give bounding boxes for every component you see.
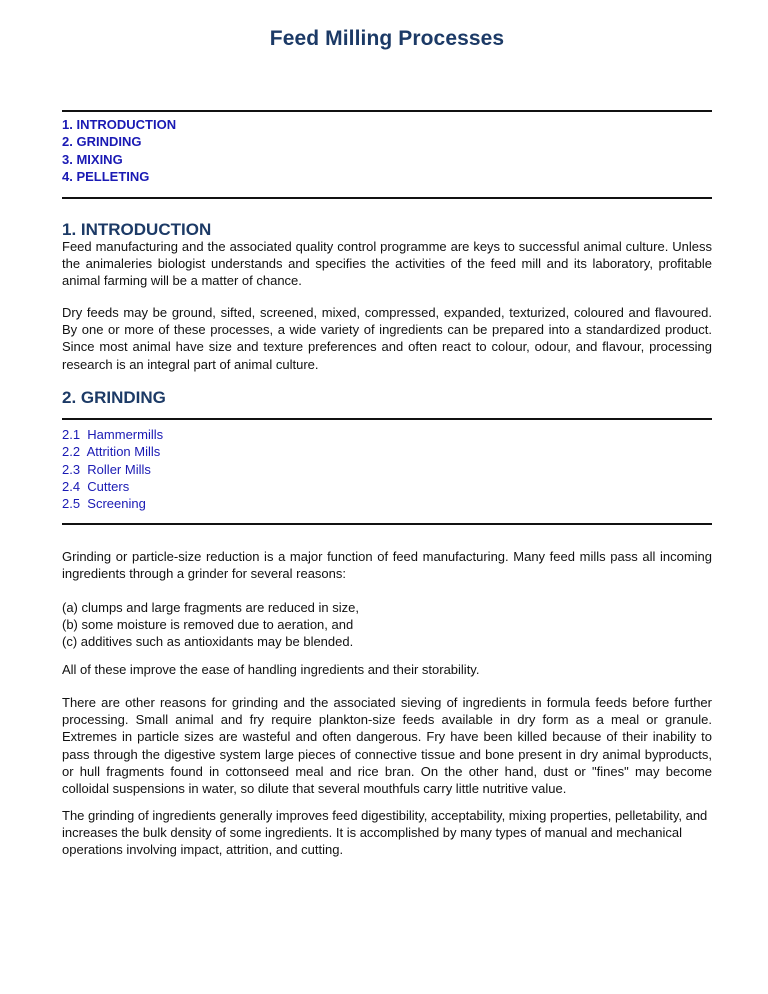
document-title: Feed Milling Processes [269, 27, 505, 50]
toc-link-grinding[interactable]: 2. GRINDING [62, 134, 142, 150]
divider [62, 110, 712, 112]
grinding-subsection-list [62, 426, 163, 512]
paragraph: All of these improve the ease of handling ingredients and their storability. [62, 662, 480, 677]
toc-link-mixing[interactable]: 3. MIXING [62, 151, 123, 167]
reasons-list [62, 599, 359, 651]
toc-link-attrition-mills[interactable]: 2.2 Attrition Mills [62, 444, 161, 460]
divider [62, 523, 712, 525]
list-item: (a) clumps and large fragments are reduced in size, [62, 600, 359, 615]
toc-link-screening[interactable]: 2.5 Screening [62, 496, 146, 512]
divider [62, 418, 712, 420]
toc-link-cutters[interactable]: 2.4 Cutters [62, 478, 130, 494]
paragraph: Grinding or particle-size reduction is a major function of feed manufacturing. Many feed mills pass all incoming ingredients through a grinder for several reasons: [62, 549, 712, 582]
paragraph: There are other reasons for grinding and the associated sieving of ingredients in formula feeds before further processing. Small animal and fry require plankton-size feeds available in dry form as a meal or granule. Extremes in particle sizes are wasteful and often dangerous. Fry have been killed because of their inability to pass through the digestive system large pieces of connective tissue and bone present in dry animal byproducts, or hull fragments found in cottonseed meal and rice bran. On the other hand, dust or "fines" may become colloidal suspensions in water, so dilute that several mouthfuls carry little nutritive value. [62, 695, 712, 797]
section-heading-grinding: 2. GRINDING [62, 388, 166, 407]
toc-link-hammermills[interactable]: 2.1 Hammermills [62, 427, 164, 442]
toc-link-pelleting[interactable]: 4. PELLETING [62, 168, 150, 184]
paragraph: Feed manufacturing and the associated quality control programme are keys to successful animal culture. Unless the animaleries biologist understands and specifies the activities of the feed mill and its laboratory, profitable animal farming will be a matter of chance. [62, 239, 712, 289]
divider [62, 197, 712, 199]
toc-link-roller-mills[interactable]: 2.3 Roller Mills [62, 461, 151, 477]
table-of-contents [62, 116, 176, 185]
section-heading-introduction: 1. INTRODUCTION [62, 220, 212, 239]
paragraph: The grinding of ingredients generally improves feed digestibility, acceptability, mixing properties, pelletability, and increases the bulk density of some ingredients. It is accomplished by many types of manual and mechanical operations involving impact, attrition, and cutting. [62, 808, 708, 858]
paragraph: Dry feeds may be ground, sifted, screened, mixed, compressed, expanded, texturized, coloured and flavoured. By one or more of these processes, a wide variety of ingredients can be prepared into a standardized product. Since most animal have size and texture preferences and often react to colour, odour, and flavour, processing research is an integral part of animal culture. [62, 305, 712, 372]
list-item: (b) some moisture is removed due to aeration, and [62, 617, 354, 633]
toc-link-introduction[interactable]: 1. INTRODUCTION [62, 117, 177, 132]
list-item: (c) additives such as antioxidants may be blended. [62, 634, 354, 650]
